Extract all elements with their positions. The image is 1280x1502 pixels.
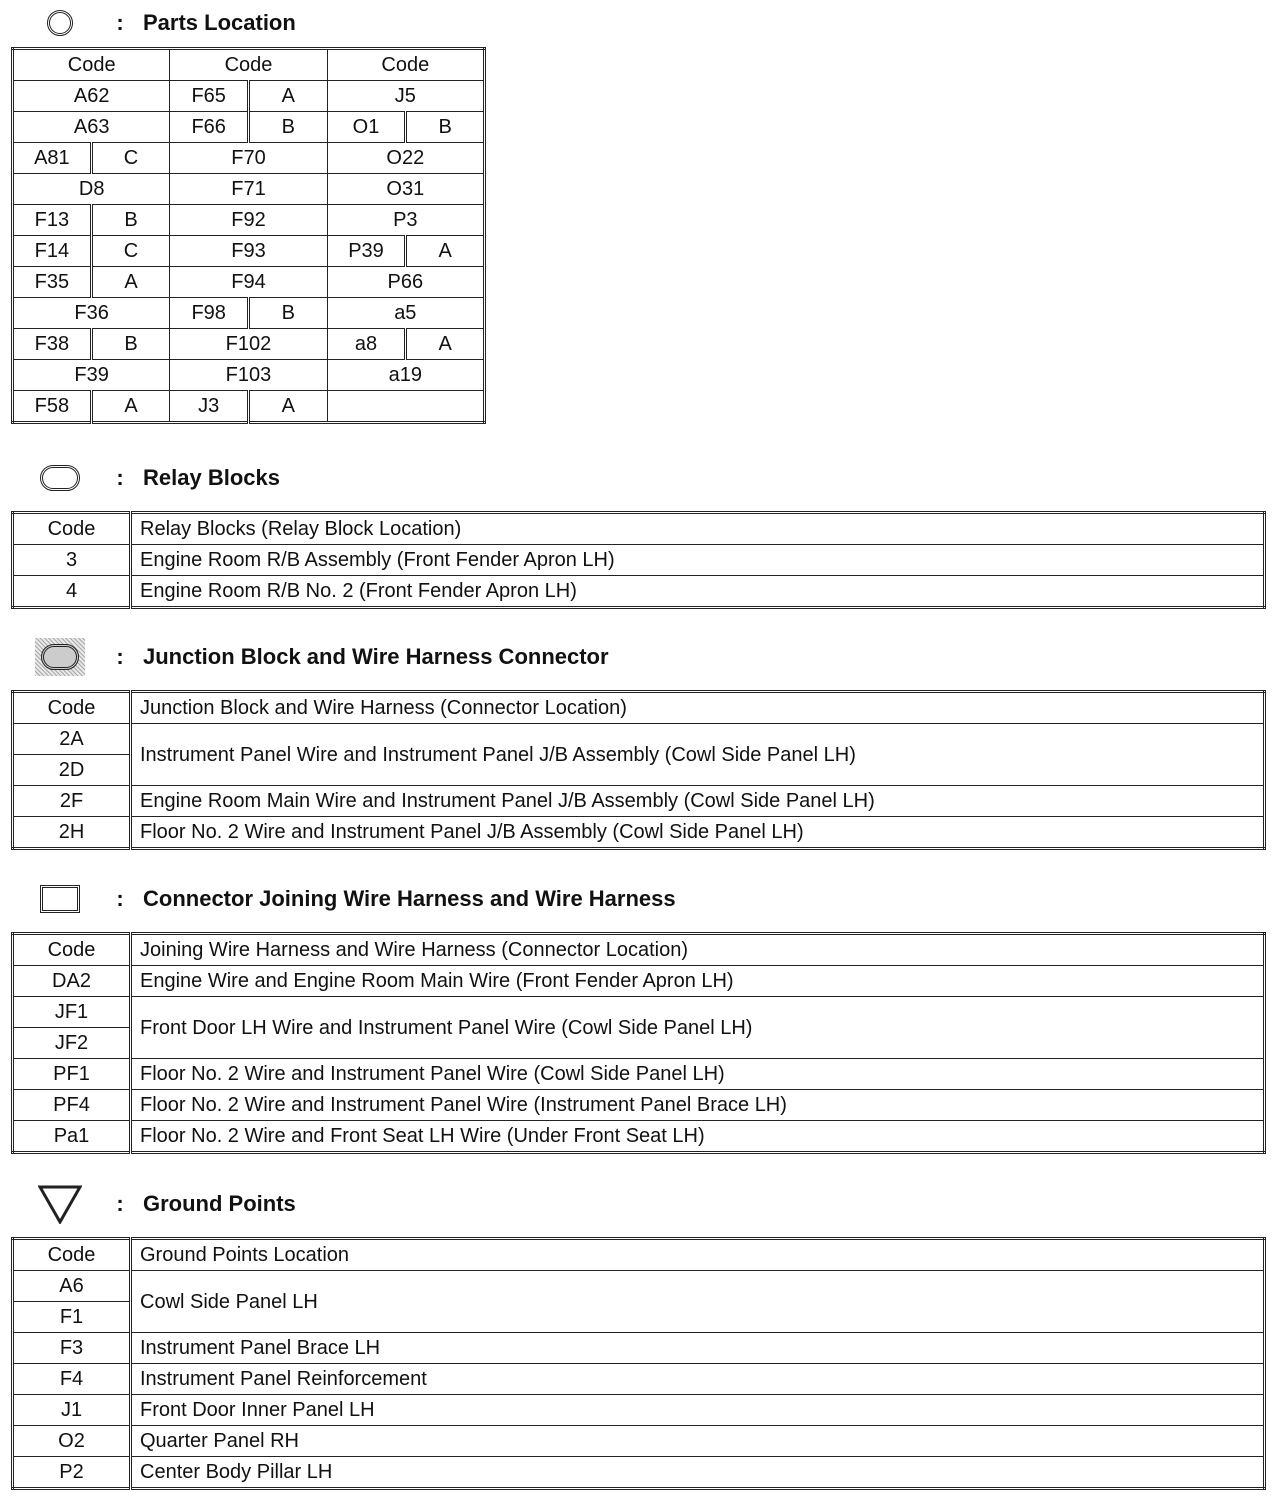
table-row — [13, 112, 485, 143]
table-row — [13, 81, 485, 112]
table-row — [13, 786, 1265, 817]
location-cell: Front Door LH Wire and Instrument Panel Wire (Cowl Side Panel LH) — [131, 997, 1265, 1059]
location-cell: Cowl Side Panel LH — [131, 1271, 1265, 1333]
section-title: Connector Joining Wire Harness and Wire Harness — [143, 886, 676, 911]
code-cell: 3 — [13, 545, 131, 576]
location-cell: Floor No. 2 Wire and Front Seat LH Wire (Under Front Seat LH) — [131, 1121, 1265, 1153]
part-code: A81 — [13, 143, 92, 174]
code-cell: 2F — [13, 786, 131, 817]
part-code: P3 — [327, 205, 484, 236]
table-row — [13, 1457, 1265, 1489]
part-connector-letter: C — [91, 143, 170, 174]
part-code: F39 — [13, 360, 170, 391]
part-code: F103 — [170, 360, 327, 391]
table-row — [13, 391, 485, 423]
section-title: Parts Location — [143, 10, 296, 35]
part-code: F98 — [170, 298, 249, 329]
part-code: F66 — [170, 112, 249, 143]
circle-icon — [30, 3, 90, 43]
heading-colon: : — [116, 1191, 124, 1216]
part-code: O22 — [327, 143, 484, 174]
relay-blocks-table — [11, 511, 1266, 609]
part-connector-letter: A — [91, 267, 170, 298]
part-connector-letter: B — [406, 112, 485, 143]
heading-colon: : — [116, 10, 124, 35]
shaded-oval-icon — [30, 637, 90, 677]
code-header: Code — [13, 934, 131, 966]
code-cell: PF1 — [13, 1059, 131, 1090]
parts-location-table — [11, 47, 486, 424]
location-header: Ground Points Location — [131, 1239, 1265, 1271]
column-header: Code — [13, 49, 170, 81]
table-row — [13, 267, 485, 298]
location-cell: Instrument Panel Brace LH — [131, 1333, 1265, 1364]
location-cell: Center Body Pillar LH — [131, 1457, 1265, 1489]
part-code: F70 — [170, 143, 327, 174]
connector-joining-table — [11, 932, 1266, 1154]
code-header: Code — [13, 692, 131, 724]
code-cell: 2D — [13, 755, 131, 786]
code-header: Code — [13, 1239, 131, 1271]
part-connector-letter: B — [249, 298, 328, 329]
table-row — [13, 329, 485, 360]
table-row — [13, 1333, 1265, 1364]
part-code: J3 — [170, 391, 249, 423]
location-cell: Engine Room R/B No. 2 (Front Fender Apron LH) — [131, 576, 1265, 608]
header-row — [13, 1239, 1265, 1271]
table-row — [13, 143, 485, 174]
table-row — [13, 236, 485, 267]
table-row — [13, 724, 1265, 755]
location-cell: Instrument Panel Reinforcement — [131, 1364, 1265, 1395]
part-connector-letter: A — [249, 81, 328, 112]
rectangle-icon — [30, 879, 90, 919]
code-cell: PF4 — [13, 1090, 131, 1121]
section-title: Relay Blocks — [143, 465, 280, 490]
part-code: D8 — [13, 174, 170, 205]
table-row — [13, 545, 1265, 576]
part-code: F36 — [13, 298, 170, 329]
part-code: O31 — [327, 174, 484, 205]
location-header: Joining Wire Harness and Wire Harness (Connector Location) — [131, 934, 1265, 966]
table-row — [13, 817, 1265, 849]
part-code: F94 — [170, 267, 327, 298]
section-title: Junction Block and Wire Harness Connector — [143, 644, 609, 669]
table-row — [13, 1121, 1265, 1153]
code-cell: J1 — [13, 1395, 131, 1426]
part-code: F65 — [170, 81, 249, 112]
part-connector-letter: B — [249, 112, 328, 143]
code-cell: P2 — [13, 1457, 131, 1489]
location-header: Junction Block and Wire Harness (Connector Location) — [131, 692, 1265, 724]
table-row — [13, 1364, 1265, 1395]
junction-block-table — [11, 690, 1266, 850]
part-code: F35 — [13, 267, 92, 298]
table-row — [13, 1090, 1265, 1121]
code-header: Code — [13, 513, 131, 545]
part-connector-letter: A — [406, 236, 485, 267]
header-row — [13, 49, 485, 81]
location-header: Relay Blocks (Relay Block Location) — [131, 513, 1265, 545]
section-title: Ground Points — [143, 1191, 296, 1216]
table-row — [13, 174, 485, 205]
table-row — [13, 360, 485, 391]
part-connector-letter: C — [91, 236, 170, 267]
code-cell: DA2 — [13, 966, 131, 997]
table-row — [13, 576, 1265, 608]
table-row — [13, 1426, 1265, 1457]
part-connector-letter: A — [91, 391, 170, 423]
part-connector-letter: B — [91, 205, 170, 236]
location-cell: Engine Room Main Wire and Instrument Panel J/B Assembly (Cowl Side Panel LH) — [131, 786, 1265, 817]
code-cell: 2A — [13, 724, 131, 755]
table-row — [13, 298, 485, 329]
ground-points-heading — [30, 1184, 296, 1224]
connector-joining-heading — [30, 879, 676, 919]
header-row — [13, 513, 1265, 545]
part-code: F93 — [170, 236, 327, 267]
ground-points-table — [11, 1237, 1266, 1490]
code-cell: Pa1 — [13, 1121, 131, 1153]
junction-block-heading — [30, 637, 609, 677]
part-code: A62 — [13, 81, 170, 112]
location-cell: Floor No. 2 Wire and Instrument Panel Wire (Cowl Side Panel LH) — [131, 1059, 1265, 1090]
part-connector-letter: B — [91, 329, 170, 360]
heading-colon: : — [116, 644, 124, 669]
code-cell: JF2 — [13, 1028, 131, 1059]
part-code: F58 — [13, 391, 92, 423]
relay-blocks-heading — [30, 458, 280, 498]
part-code: F71 — [170, 174, 327, 205]
part-code: F102 — [170, 329, 327, 360]
part-code: a8 — [327, 329, 406, 360]
table-row — [13, 966, 1265, 997]
header-row — [13, 934, 1265, 966]
heading-colon: : — [116, 886, 124, 911]
part-code: a5 — [327, 298, 484, 329]
code-cell: F4 — [13, 1364, 131, 1395]
table-row — [13, 1395, 1265, 1426]
location-cell: Floor No. 2 Wire and Instrument Panel J/B Assembly (Cowl Side Panel LH) — [131, 817, 1265, 849]
location-cell: Front Door Inner Panel LH — [131, 1395, 1265, 1426]
header-row — [13, 692, 1265, 724]
table-row — [13, 1271, 1265, 1302]
location-cell: Engine Wire and Engine Room Main Wire (Front Fender Apron LH) — [131, 966, 1265, 997]
part-code: F38 — [13, 329, 92, 360]
column-header: Code — [327, 49, 484, 81]
table-row — [13, 997, 1265, 1028]
code-cell: 2H — [13, 817, 131, 849]
part-code: A63 — [13, 112, 170, 143]
code-cell: O2 — [13, 1426, 131, 1457]
part-code: P66 — [327, 267, 484, 298]
column-header: Code — [170, 49, 327, 81]
location-cell: Quarter Panel RH — [131, 1426, 1265, 1457]
part-connector-letter: A — [249, 391, 328, 423]
code-cell: A6 — [13, 1271, 131, 1302]
part-code: P39 — [327, 236, 406, 267]
heading-colon: : — [116, 465, 124, 490]
location-cell: Floor No. 2 Wire and Instrument Panel Wire (Instrument Panel Brace LH) — [131, 1090, 1265, 1121]
triangle-icon — [30, 1184, 90, 1224]
part-connector-letter: A — [406, 329, 485, 360]
part-code: F13 — [13, 205, 92, 236]
part-code: F92 — [170, 205, 327, 236]
part-code: F14 — [13, 236, 92, 267]
part-code: J5 — [327, 81, 484, 112]
location-cell: Engine Room R/B Assembly (Front Fender Apron LH) — [131, 545, 1265, 576]
parts-location-heading — [30, 3, 296, 43]
code-cell: F3 — [13, 1333, 131, 1364]
code-cell: JF1 — [13, 997, 131, 1028]
code-cell: 4 — [13, 576, 131, 608]
table-row — [13, 205, 485, 236]
oval-icon — [30, 458, 90, 498]
code-cell: F1 — [13, 1302, 131, 1333]
table-row — [13, 1059, 1265, 1090]
part-code: O1 — [327, 112, 406, 143]
part-code — [327, 391, 484, 423]
location-cell: Instrument Panel Wire and Instrument Panel J/B Assembly (Cowl Side Panel LH) — [131, 724, 1265, 786]
part-code: a19 — [327, 360, 484, 391]
